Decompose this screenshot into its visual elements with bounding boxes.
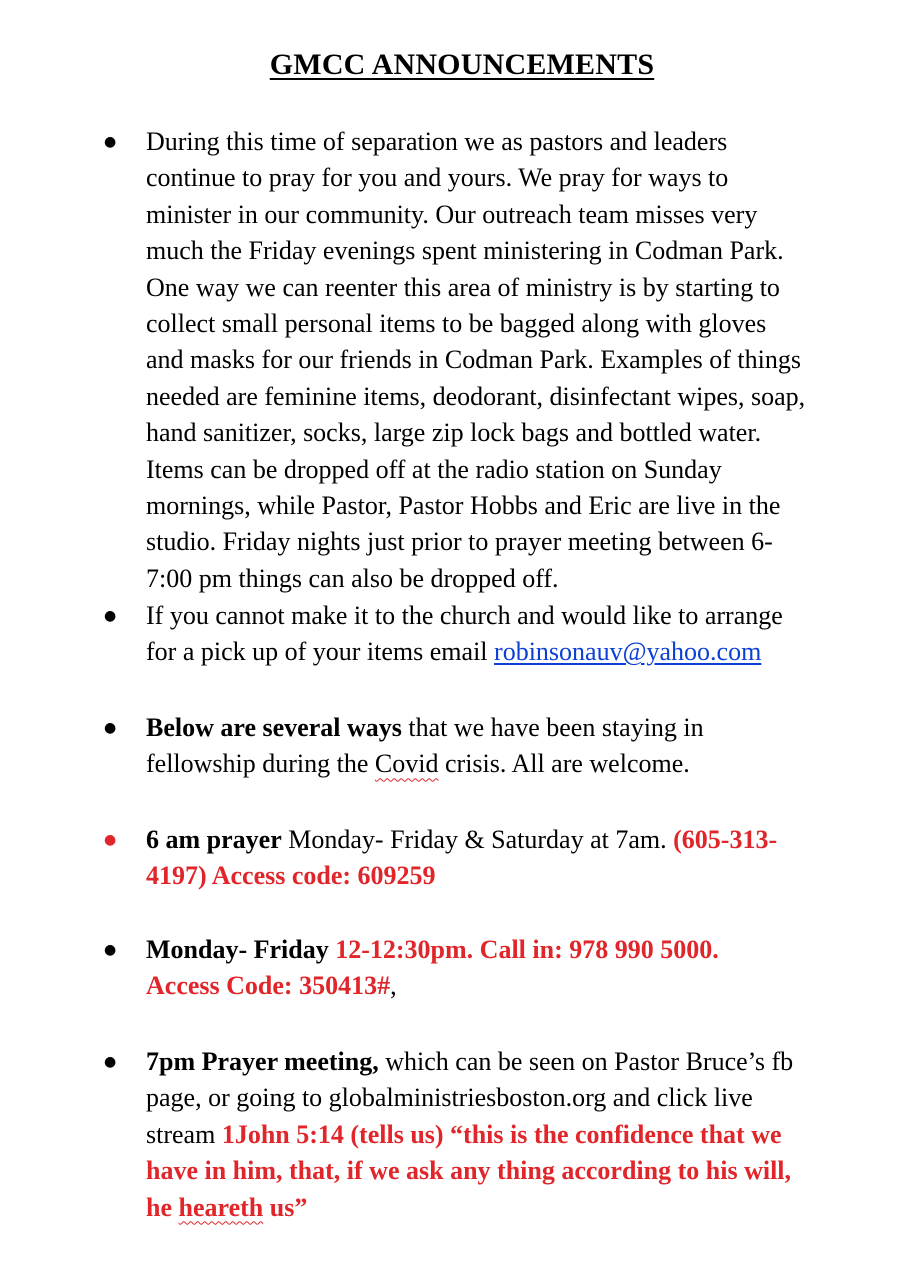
meeting-bold: 7pm Prayer meeting, — [146, 1047, 379, 1076]
pickup-text: If you cannot make it to the church and would like to arrange for a pick up of your items email — [146, 601, 783, 667]
bullet-icon: ● — [104, 942, 117, 958]
noon-call-bold: Monday- Friday — [146, 935, 336, 964]
bullet-icon: ● — [104, 832, 117, 848]
announcement-text — [146, 710, 902, 783]
email-link[interactable]: robinsonauv@yahoo.com — [494, 637, 762, 667]
announcement-text — [146, 822, 902, 895]
announcement-text — [146, 932, 902, 1005]
announcement-text — [146, 598, 902, 671]
fellowship-bold: Below are several ways — [146, 713, 402, 742]
noon-call-details: 12-12:30pm. Call in: 978 990 5000. Access Code: 350413# — [146, 935, 719, 1001]
covid-word: Covid — [374, 749, 439, 779]
prayer-6am-phone: (605-313- 4197) Access code: 609259 — [146, 825, 778, 891]
meeting-text: which can be seen on Pastor Bruce’s fb page, or going to globalministriesboston.org and click live stream — [146, 1047, 794, 1149]
scripture-tail: us” — [263, 1192, 308, 1222]
prayer-6am-text: Monday- Friday & Saturday at 7am. — [281, 825, 674, 854]
bullet-icon: ● — [104, 608, 117, 624]
bullet-icon: ● — [104, 134, 117, 150]
noon-call-tail: , — [390, 971, 397, 1001]
bullet-icon: ● — [104, 720, 117, 736]
heareth-word: heareth — [178, 1192, 264, 1222]
fellowship-text: that we have been staying in fellowship during the — [146, 713, 704, 779]
prayer-6am-bold: 6 am prayer — [146, 825, 282, 854]
announcement-text: During this time of separation we as pastors and leaders continue to pray for you and yours. We pray for ways to minister in our community. Our outreach team misses very much the Friday evenings spent ministering in Codman Park. One way we can reenter this area of ministry is by starting to collect small personal items to be bagged along with gloves and masks for our friends in Codman Park. Examples of things needed are feminine items, deodorant, disinfectant wipes, soap, hand sanitizer, socks, large zip lock bags and bottled water. Items can be dropped off at the radio station on Sunday mornings, while Pastor, Pastor Hobbs and Eric are live in the studio. Friday nights just prior to prayer meeting between 6- 7:00 pm things can also be dropped off. — [146, 127, 806, 593]
announcement-text — [146, 1044, 902, 1226]
page-title: GMCC ANNOUNCEMENTS — [269, 48, 655, 81]
scripture-text: 1John 5:14 (tells us) “this is the confidence that we have in him, that, if we ask any thing according to his will, he — [146, 1119, 792, 1222]
fellowship-tail: crisis. All are welcome. — [438, 749, 690, 779]
bullet-icon: ● — [104, 1054, 117, 1070]
